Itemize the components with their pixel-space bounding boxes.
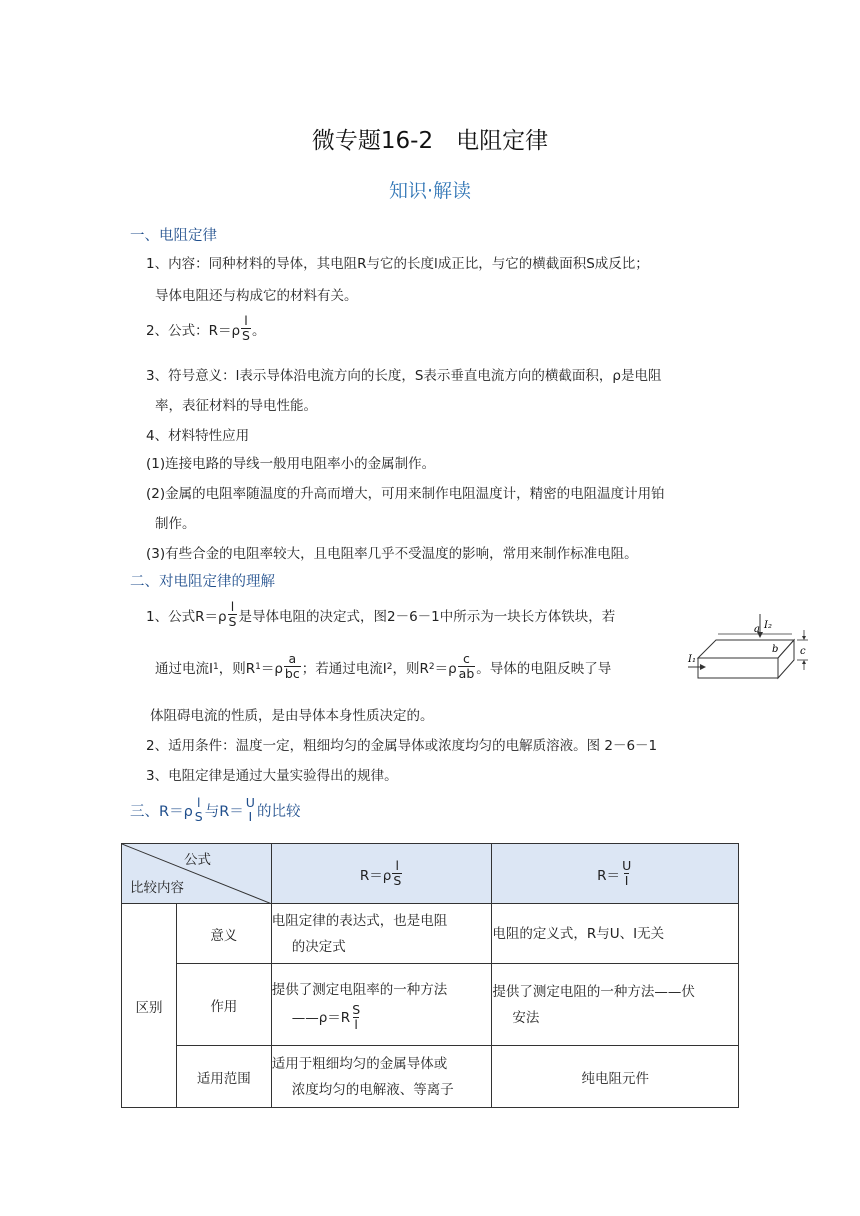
fraction <box>458 652 476 681</box>
s1-item-3: (3)有些合金的电阻率较大，且电阻率几乎不受温度的影响，常用来制作标准电阻。 <box>146 546 638 562</box>
table-cell <box>492 964 739 1046</box>
s1-content-line1: 1、内容：同种材料的导体，其电阻R与它的长度l成正比，与它的横截面积S成反比； <box>146 256 649 272</box>
text-span: ，则R <box>392 660 429 677</box>
text-span: 。导体的电阻反映了导 <box>476 660 612 677</box>
subscript: 1 <box>255 661 261 672</box>
table-row <box>122 904 739 964</box>
text-span: 通过电流I <box>155 660 213 677</box>
text-span: R＝ <box>597 867 621 884</box>
table-header-row <box>122 844 739 904</box>
s1-material-heading: 4、材料特性应用 <box>146 428 250 444</box>
fraction-denominator: S <box>228 614 237 629</box>
label-i2: I₂ <box>764 620 772 631</box>
text-span: ，则R <box>218 660 256 677</box>
subscript: 2 <box>428 661 435 672</box>
corner-top-label: 公式 <box>184 852 211 868</box>
row-label: 适用范围 <box>176 1046 271 1108</box>
formula-prefix: 2、公式：R＝ρ <box>146 322 241 339</box>
text-span: 三、R＝ρ <box>130 803 193 820</box>
section-2-heading: 二、对电阻定律的理解 <box>130 574 275 590</box>
text-span: 1、公式R＝ρ <box>146 608 227 625</box>
page-title: 微专题16-2 电阻定律 <box>311 128 549 154</box>
fraction-denominator: ab <box>458 666 475 681</box>
table-cell: 纯电阻元件 <box>492 1046 739 1108</box>
subscript: 1 <box>212 661 219 672</box>
cell-line: 浓度均匀的电解液、等离子 <box>291 1081 454 1098</box>
fraction <box>245 796 256 824</box>
s2-line-a <box>146 600 615 629</box>
s2-line-b <box>155 652 611 681</box>
fraction-denominator: bc <box>284 666 300 681</box>
cell-line: 提供了测定电阻的一种方法——伏 <box>492 983 695 1000</box>
fraction <box>284 652 301 681</box>
cell-line <box>272 1003 492 1032</box>
cell-line: 适用于粗细均匀的金属导体或 <box>271 1055 448 1072</box>
s2-line-e: 3、电阻定律是通过大量实验得出的规律。 <box>146 768 398 784</box>
cell-line: 电阻定律的表达式，也是电阻 <box>271 912 448 929</box>
text-span: R＝ρ <box>359 867 392 884</box>
text-span: ——ρ＝R <box>291 1009 351 1026</box>
page-subtitle: 知识·解读 <box>388 180 472 202</box>
table-cell: 电阻的定义式，R与U、I无关 <box>492 904 739 964</box>
text-span: 的比较 <box>256 803 301 820</box>
s1-content-line2: 导体电阻还与构成它的材料有关。 <box>155 288 358 304</box>
cell-line: 安法 <box>512 1009 540 1026</box>
fraction <box>194 796 204 824</box>
fraction-denominator: S <box>242 328 250 343</box>
s2-line-c: 体阻碍电流的性质，是由导体本身性质决定的。 <box>150 708 434 724</box>
cell-line: 提供了测定电阻率的一种方法 <box>271 982 448 998</box>
s1-item-2-line2: 制作。 <box>155 516 196 532</box>
fraction-denominator: l <box>354 1017 358 1032</box>
fraction-denominator: S <box>194 809 203 824</box>
fraction-numerator: l <box>197 795 201 810</box>
fraction-numerator: l <box>244 313 248 328</box>
table-row <box>122 964 739 1046</box>
fraction-numerator: c <box>463 651 470 666</box>
subscript: 2 <box>386 661 393 672</box>
table-cell <box>271 1046 492 1108</box>
table-cell <box>271 904 492 964</box>
s1-symbols-line2: 率，表征材料的导电性能。 <box>155 398 317 414</box>
fraction-denominator: I <box>248 809 253 824</box>
fraction <box>228 600 238 629</box>
table-header-col1 <box>271 844 492 904</box>
fraction <box>241 314 251 343</box>
section-3-heading <box>130 796 300 824</box>
table-cell <box>271 964 492 1046</box>
fraction-denominator: S <box>393 873 402 888</box>
table-header-col2 <box>492 844 739 904</box>
text-span: 与R＝ <box>204 803 244 820</box>
fraction-numerator: a <box>288 651 297 666</box>
fraction-numerator: S <box>352 1002 361 1017</box>
label-c: c <box>800 646 806 657</box>
corner-bottom-label: 比较内容 <box>130 880 184 896</box>
cell-line: 的决定式 <box>291 938 346 955</box>
fraction <box>351 1003 361 1032</box>
s2-line-d: 2、适用条件：温度一定，粗细均匀的金属导体或浓度均匀的电解质溶液。图 2－6－1 <box>146 738 658 754</box>
row-label: 意义 <box>176 904 271 964</box>
s1-formula <box>146 314 265 343</box>
comparison-table <box>121 843 739 1108</box>
fraction-numerator: l <box>230 599 235 614</box>
fraction-numerator: l <box>395 858 400 873</box>
formula-suffix: 。 <box>251 322 266 339</box>
iron-block-figure <box>686 612 816 698</box>
fraction <box>621 859 632 888</box>
fraction-numerator: U <box>245 795 255 810</box>
table-corner-cell <box>122 844 272 904</box>
text-span: ＝ρ <box>434 660 457 677</box>
s1-item-1: (1)连接电路的导线一般用电阻率小的金属制作。 <box>146 456 436 472</box>
text-span: ＝ρ <box>260 660 283 677</box>
fraction-numerator: U <box>622 858 632 873</box>
fraction-denominator: I <box>624 873 629 888</box>
text-span: ；若通过电流I <box>301 660 387 677</box>
row-label: 作用 <box>176 964 271 1046</box>
section-1-heading: 一、电阻定律 <box>130 228 217 244</box>
label-b: b <box>772 644 779 655</box>
group-label-cell: 区别 <box>122 904 177 1108</box>
s1-item-2-line1: (2)金属的电阻率随温度的升高而增大，可用来制作电阻温度计，精密的电阻温度计用铂 <box>146 486 665 502</box>
table-row <box>122 1046 739 1108</box>
fraction <box>392 859 402 888</box>
label-i1: I₁ <box>688 654 696 665</box>
label-a: a <box>754 624 760 635</box>
s1-symbols-line1: 3、符号意义：l表示导体沿电流方向的长度，S表示垂直电流方向的横截面积，ρ是电阻 <box>146 368 662 384</box>
text-span: 是导体电阻的决定式，图2－6－1中所示为一块长方体铁块，若 <box>238 608 616 625</box>
